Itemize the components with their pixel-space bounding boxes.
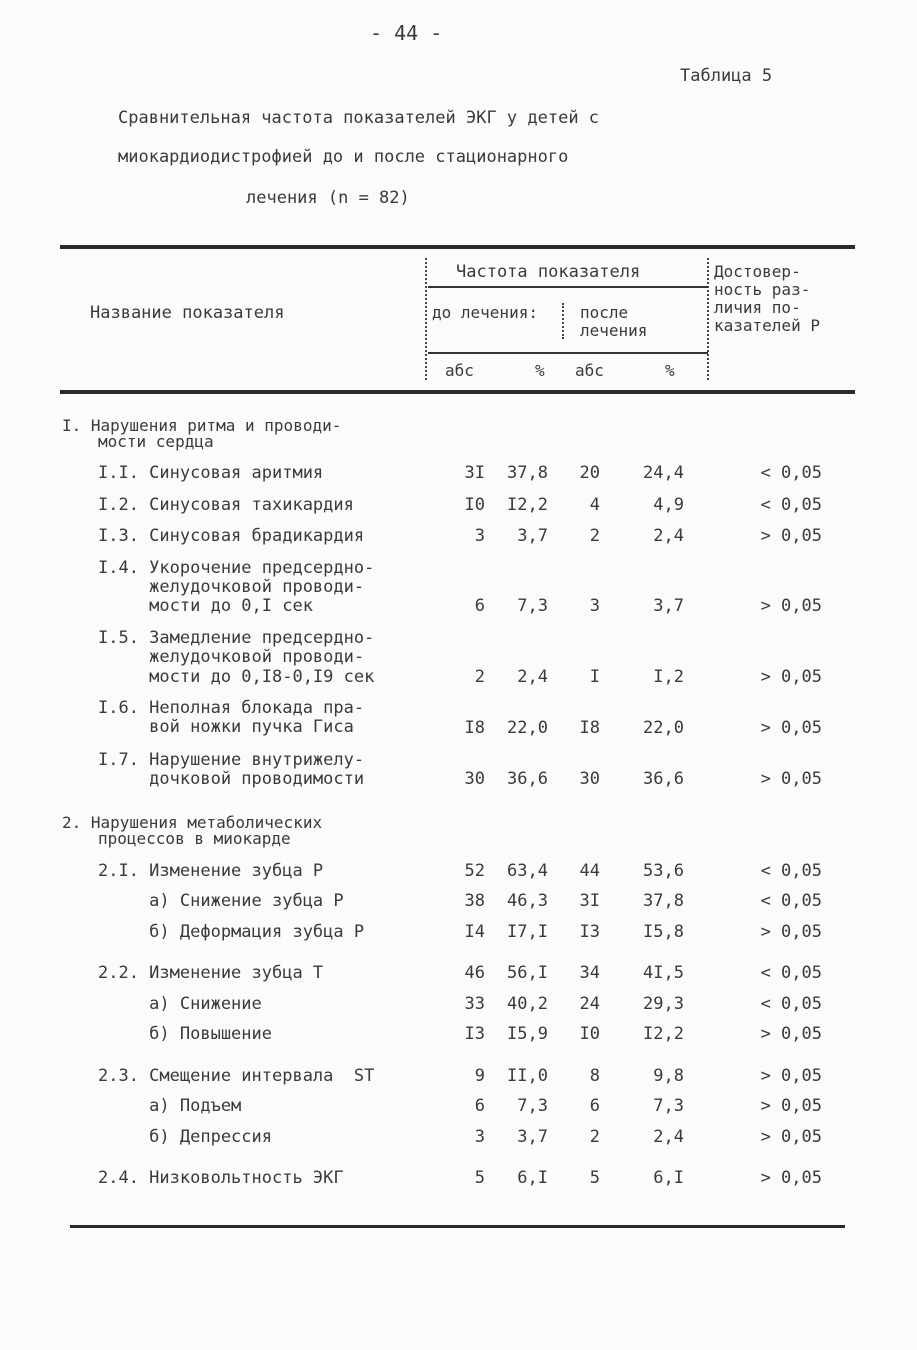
header-col-sig-2: ность раз- — [714, 280, 811, 299]
row-abs-after: 2 — [589, 1127, 600, 1147]
row-pct-after: 36,6 — [643, 769, 684, 789]
row-label: б) Депрессия — [98, 1127, 272, 1147]
row-label: а) Снижение — [98, 994, 262, 1014]
row-pct-before: 3,7 — [517, 1127, 548, 1147]
row-p-value: < 0,05 — [760, 495, 822, 515]
header-col-before: до лечения: — [432, 303, 538, 322]
row-abs-after: 34 — [579, 963, 600, 983]
row-abs-before: I8 — [464, 718, 485, 738]
row-abs-after: I0 — [579, 1024, 600, 1044]
row-abs-before: 3I — [464, 463, 485, 483]
row-label: I.4. Укорочение предсердно- — [98, 558, 375, 578]
row-pct-before: 56,I — [507, 963, 548, 983]
row-pct-before: 63,4 — [507, 861, 548, 881]
row-pct-before: 22,0 — [507, 718, 548, 738]
row-p-value: > 0,05 — [760, 526, 822, 546]
row-label: I.5. Замедление предсердно- — [98, 628, 375, 648]
row-label: а) Подъем — [98, 1096, 242, 1116]
row-pct-after: 37,8 — [643, 891, 684, 911]
header-abs-before: абс — [445, 361, 474, 380]
row-abs-after: 44 — [579, 861, 600, 881]
row-pct-before: I7,I — [507, 922, 548, 942]
row-abs-before: 33 — [464, 994, 485, 1014]
row-label: мости до 0,I сек — [98, 596, 313, 616]
row-p-value: > 0,05 — [760, 1024, 822, 1044]
row-label: 2.4. Низковольтность ЭКГ — [98, 1168, 344, 1188]
row-pct-before: I2,2 — [507, 495, 548, 515]
row-label: б) Деформация зубца Р — [98, 922, 365, 942]
row-abs-before: I0 — [464, 495, 485, 515]
row-label: 2.I. Изменение зубца Р — [98, 861, 324, 881]
table-label: Таблица 5 — [680, 66, 773, 86]
row-pct-before: 36,6 — [507, 769, 548, 789]
header-separator-2 — [707, 258, 709, 380]
row-abs-before: 3 — [474, 526, 485, 546]
section-title: 2. Нарушения метаболических — [62, 813, 323, 832]
row-abs-after: 4 — [589, 495, 600, 515]
row-abs-before: 6 — [474, 1096, 485, 1116]
row-p-value: < 0,05 — [760, 463, 822, 483]
row-pct-before: I5,9 — [507, 1024, 548, 1044]
row-abs-before: 6 — [474, 596, 485, 616]
row-pct-after: 29,3 — [643, 994, 684, 1014]
header-pct-after: % — [665, 361, 675, 380]
row-label: желудочковой проводи- — [98, 647, 365, 667]
row-pct-after: 4,9 — [653, 495, 684, 515]
row-p-value: < 0,05 — [760, 861, 822, 881]
row-abs-after: 5 — [589, 1168, 600, 1188]
row-pct-after: 4I,5 — [643, 963, 684, 983]
row-p-value: > 0,05 — [760, 1066, 822, 1086]
row-abs-before: 9 — [474, 1066, 485, 1086]
row-abs-after: 20 — [579, 463, 600, 483]
row-pct-before: 7,3 — [517, 1096, 548, 1116]
row-pct-after: 22,0 — [643, 718, 684, 738]
row-pct-before: II,0 — [507, 1066, 548, 1086]
row-pct-after: 6,I — [653, 1168, 684, 1188]
header-subrule-1 — [428, 286, 708, 288]
section-title: мости сердца — [98, 432, 214, 451]
row-abs-after: 24 — [579, 994, 600, 1014]
row-abs-before: I4 — [464, 922, 485, 942]
row-abs-before: 30 — [464, 769, 485, 789]
row-abs-before: 38 — [464, 891, 485, 911]
row-abs-after: 2 — [589, 526, 600, 546]
row-p-value: < 0,05 — [760, 891, 822, 911]
row-label: I.2. Синусовая тахикардия — [98, 495, 354, 515]
row-pct-after: I2,2 — [643, 1024, 684, 1044]
row-abs-before: 46 — [464, 963, 485, 983]
row-label: I.6. Неполная блокада пра- — [98, 698, 365, 718]
row-p-value: < 0,05 — [760, 994, 822, 1014]
row-abs-after: 8 — [589, 1066, 600, 1086]
row-label: I.I. Синусовая аритмия — [98, 463, 324, 483]
row-label: 2.3. Смещение интервала ST — [98, 1066, 375, 1086]
row-label: 2.2. Изменение зубца Т — [98, 963, 324, 983]
header-col-freq: Частота показателя — [456, 262, 641, 282]
caption-line-1: Сравнительная частота показателей ЭКГ у детей с — [118, 108, 600, 128]
row-p-value: > 0,05 — [760, 1168, 822, 1188]
row-pct-after: 9,8 — [653, 1066, 684, 1086]
page-number: - 44 - — [370, 21, 443, 45]
row-abs-after: 3 — [589, 596, 600, 616]
row-abs-before: I3 — [464, 1024, 485, 1044]
row-pct-after: 3,7 — [653, 596, 684, 616]
row-label: желудочковой проводи- — [98, 577, 365, 597]
row-label: мости до 0,I8-0,I9 сек — [98, 667, 375, 687]
header-col-sig-1: Достовер- — [714, 262, 801, 281]
row-label: I.7. Нарушение внутрижелу- — [98, 750, 365, 770]
row-abs-after: I8 — [579, 718, 600, 738]
caption-line-2: миокардиодистрофией до и после стационарного — [118, 147, 569, 167]
row-abs-after: 3I — [579, 891, 600, 911]
row-label: а) Снижение зубца Р — [98, 891, 344, 911]
header-separator-1 — [425, 258, 427, 380]
row-pct-after: 2,4 — [653, 526, 684, 546]
row-pct-before: 6,I — [517, 1168, 548, 1188]
caption-line-3: лечения (n = 82) — [246, 188, 410, 208]
row-pct-after: I5,8 — [643, 922, 684, 942]
header-subrule-2 — [428, 352, 708, 354]
row-p-value: > 0,05 — [760, 1096, 822, 1116]
header-col-name: Название показателя — [90, 303, 285, 323]
header-pct-before: % — [535, 361, 545, 380]
header-col-after-2: лечения — [580, 321, 648, 340]
row-pct-before: 7,3 — [517, 596, 548, 616]
row-p-value: > 0,05 — [760, 922, 822, 942]
row-pct-before: 40,2 — [507, 994, 548, 1014]
row-pct-before: 37,8 — [507, 463, 548, 483]
row-p-value: > 0,05 — [760, 667, 822, 687]
row-abs-before: 52 — [464, 861, 485, 881]
row-pct-after: I,2 — [653, 667, 684, 687]
header-abs-after: абс — [575, 361, 604, 380]
row-abs-after: 6 — [589, 1096, 600, 1116]
section-title: I. Нарушения ритма и проводи- — [62, 416, 342, 435]
row-label: б) Повышение — [98, 1024, 272, 1044]
row-pct-after: 53,6 — [643, 861, 684, 881]
row-abs-before: 2 — [474, 667, 485, 687]
row-pct-before: 3,7 — [517, 526, 548, 546]
row-pct-before: 46,3 — [507, 891, 548, 911]
header-col-sig-4: казателей Р — [714, 316, 820, 335]
row-pct-after: 7,3 — [653, 1096, 684, 1116]
row-p-value: > 0,05 — [760, 596, 822, 616]
table-bottom-rule — [70, 1225, 845, 1228]
row-p-value: < 0,05 — [760, 963, 822, 983]
row-abs-before: 5 — [474, 1168, 485, 1188]
row-label: I.3. Синусовая брадикардия — [98, 526, 365, 546]
row-label: дочковой проводимости — [98, 769, 365, 789]
row-p-value: > 0,05 — [760, 718, 822, 738]
row-pct-after: 2,4 — [653, 1127, 684, 1147]
row-pct-before: 2,4 — [517, 667, 548, 687]
row-abs-after: I3 — [579, 922, 600, 942]
table-header-bottom-rule — [60, 390, 855, 394]
row-abs-after: 30 — [579, 769, 600, 789]
header-separator-3 — [562, 303, 564, 339]
header-col-after-1: после — [580, 303, 629, 322]
header-col-sig-3: личия по- — [714, 298, 801, 317]
row-pct-after: 24,4 — [643, 463, 684, 483]
row-label: вой ножки пучка Гиса — [98, 717, 354, 737]
row-abs-after: I — [589, 667, 600, 687]
row-abs-before: 3 — [474, 1127, 485, 1147]
section-title: процессов в миокарде — [98, 829, 291, 848]
table-top-rule — [60, 245, 855, 249]
row-p-value: > 0,05 — [760, 769, 822, 789]
row-p-value: > 0,05 — [760, 1127, 822, 1147]
